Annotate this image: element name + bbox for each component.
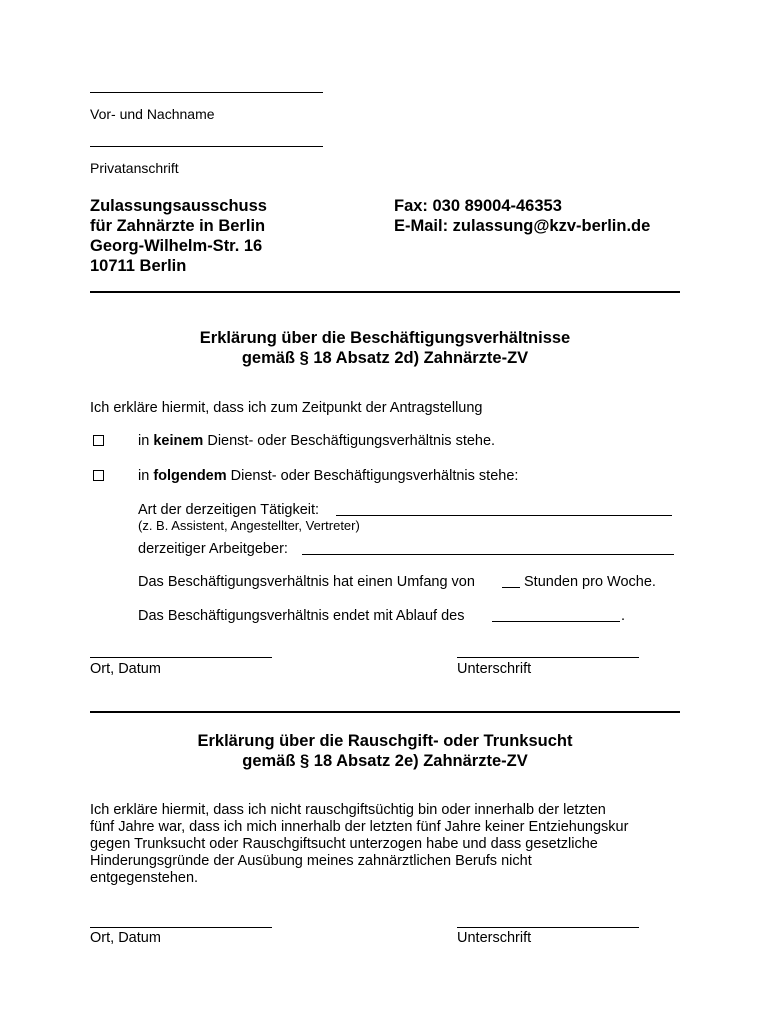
recipient-line-3: Georg-Wilhelm-Str. 16 <box>90 237 263 255</box>
section1-signature-line[interactable] <box>457 657 639 658</box>
option1-bold: keinem <box>153 433 204 449</box>
checkbox-employment[interactable] <box>93 470 104 481</box>
end-date-field-line[interactable] <box>492 621 620 622</box>
section2-signature-label: Unterschrift <box>457 930 532 946</box>
name-label: Vor- und Nachname <box>90 106 215 122</box>
recipient-email: E-Mail: zulassung@kzv-berlin.de <box>394 217 651 235</box>
section1-place-date-line[interactable] <box>90 657 272 658</box>
section2-body-line-5: entgegenstehen. <box>90 870 199 886</box>
option1-pre: in <box>138 433 154 449</box>
option-no-employment <box>138 433 495 449</box>
activity-hint: (z. B. Assistent, Angestellter, Vertreter) <box>138 518 360 533</box>
scope-pre: Das Beschäftigungsverhältnis hat einen Umfang von <box>138 574 475 590</box>
recipient-line-1: Zulassungsausschuss <box>90 197 267 215</box>
option1-post: Dienst- oder Beschäftigungsverhältnis stehe. <box>203 433 496 449</box>
section2-place-date-line[interactable] <box>90 927 272 928</box>
end-pre: Das Beschäftigungsverhältnis endet mit Ablauf des <box>138 608 465 624</box>
section1-place-date-label: Ort, Datum <box>90 661 161 677</box>
checkbox-no-employment[interactable] <box>93 435 104 446</box>
recipient-fax: Fax: 030 89004-46353 <box>394 197 562 215</box>
address-label: Privatanschrift <box>90 160 179 176</box>
end-post: . <box>621 608 626 624</box>
section1-title-line-1: Erklärung über die Beschäftigungsverhältnisse <box>199 329 571 347</box>
section2-title-line-2: gemäß § 18 Absatz 2e) Zahnärzte-ZV <box>242 752 528 770</box>
option2-pre: in <box>138 468 154 484</box>
section1-signature-label: Unterschrift <box>457 661 532 677</box>
divider-1 <box>90 291 680 293</box>
divider-2 <box>90 711 680 713</box>
section2-signature-line[interactable] <box>457 927 639 928</box>
activity-label: Art der derzeitigen Tätigkeit: <box>138 502 320 518</box>
section2-body <box>90 802 690 887</box>
address-field-line[interactable] <box>90 146 323 147</box>
employer-field-line[interactable] <box>302 554 674 555</box>
section2-body-line-4: Hinderungsgründe der Ausübung meines zahnärztlichen Berufs nicht <box>90 853 532 869</box>
hours-field-line[interactable] <box>502 587 520 588</box>
section2-body-line-3: gegen Trunksucht oder Rauschgiftsucht unterzogen habe und dass gesetzliche <box>90 836 598 852</box>
section2-place-date-label: Ort, Datum <box>90 930 161 946</box>
employer-label: derzeitiger Arbeitgeber: <box>138 541 288 557</box>
recipient-line-4: 10711 Berlin <box>90 257 187 275</box>
option2-post: Dienst- oder Beschäftigungsverhältnis stehe: <box>226 468 519 484</box>
section2-title-line-1: Erklärung über die Rauschgift- oder Trunksucht <box>197 732 573 750</box>
option2-bold: folgendem <box>153 468 227 484</box>
activity-field-line[interactable] <box>336 515 672 516</box>
option-employment <box>138 468 518 484</box>
section2-body-line-2: fünf Jahre war, dass ich mich innerhalb der letzten fünf Jahre keiner Entziehungskur <box>90 819 629 835</box>
section1-intro: Ich erkläre hiermit, dass ich zum Zeitpunkt der Antragstellung <box>90 400 483 416</box>
recipient-line-2: für Zahnärzte in Berlin <box>90 217 266 235</box>
scope-post: Stunden pro Woche. <box>524 574 656 590</box>
section2-body-line-1: Ich erkläre hiermit, dass ich nicht rauschgiftsüchtig bin oder innerhalb der letzten <box>90 802 606 818</box>
name-field-line[interactable] <box>90 92 323 93</box>
section1-title-line-2: gemäß § 18 Absatz 2d) Zahnärzte-ZV <box>241 349 529 367</box>
